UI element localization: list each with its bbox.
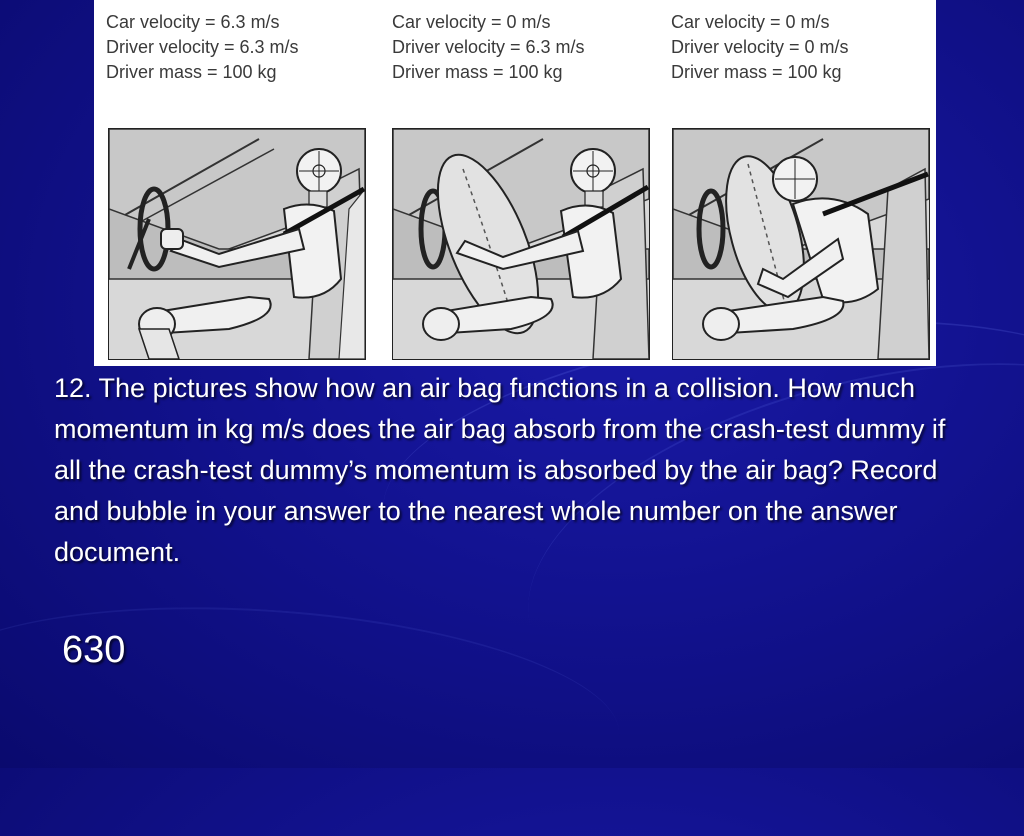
panel-1-illustration [108,128,366,360]
driver-velocity-label: Driver velocity = 0 m/s [671,37,849,57]
car-velocity-label: Car velocity = 6.3 m/s [106,12,280,32]
car-velocity-label: Car velocity = 0 m/s [671,12,830,32]
driver-velocity-label: Driver velocity = 6.3 m/s [392,37,585,57]
panel-2-illustration [392,128,650,360]
driver-mass-label: Driver mass = 100 kg [106,62,277,82]
driver-mass-label: Driver mass = 100 kg [392,62,563,82]
airbag-figure [94,0,936,366]
crash-dummy-driving-illustration [109,129,365,359]
panel-3-illustration [672,128,930,360]
driver-velocity-label: Driver velocity = 6.3 m/s [106,37,299,57]
panel-3-labels [671,10,951,85]
panel-2-labels [392,10,672,85]
car-velocity-label: Car velocity = 0 m/s [392,12,551,32]
background-streak [0,586,626,836]
driver-mass-label: Driver mass = 100 kg [671,62,842,82]
panel-1-labels [106,10,386,85]
airbag-impact-illustration [673,129,929,359]
question-text: 12. The pictures show how an air bag functions in a collision. How much momentum in kg m/s does the air bag absorb from the crash-test dummy if all the crash-test dummy’s momentum is absorbed by the air bag? Record and bubble in your answer to the nearest whole number on the answer document. [54,373,946,567]
answer-text: 630 [62,629,126,671]
airbag-deploying-illustration [393,129,649,359]
